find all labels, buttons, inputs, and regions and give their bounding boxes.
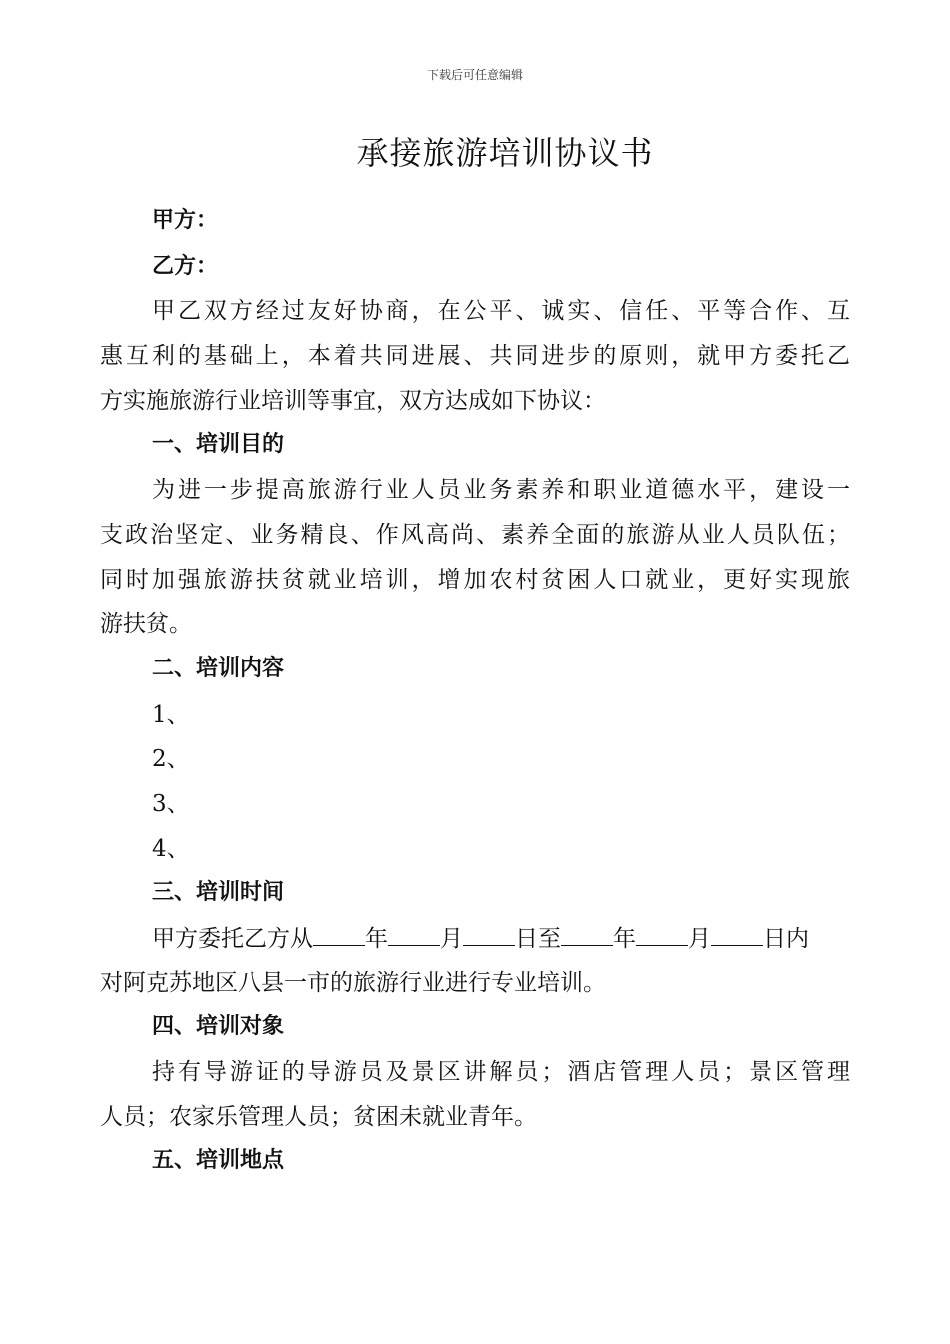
content-item: 1、 <box>152 702 190 728</box>
time-text: 月 <box>440 926 463 952</box>
audience-line: 人员；农家乐管理人员；贫困未就业青年。 <box>100 1104 537 1130</box>
party-b-label: 乙方： <box>152 254 219 279</box>
content-item: 3、 <box>152 791 190 817</box>
audience-line: 持有导游证的导游员及景区讲解员；酒店管理人员；景区管理 <box>152 1059 850 1085</box>
time-text: 甲方委托乙方从 <box>152 926 313 952</box>
time-text: 日内 <box>763 926 809 952</box>
blank-field <box>388 923 440 946</box>
time-line <box>152 923 809 954</box>
content-item: 4、 <box>152 836 190 862</box>
intro-line: 方实施旅游行业培训等事宜，双方达成如下协议： <box>100 388 606 414</box>
purpose-line: 支政治坚定、业务精良、作风高尚、素养全面的旅游从业人员队伍； <box>100 522 850 548</box>
intro-line: 甲乙双方经过友好协商，在公平、诚实、信任、平等合作、互 <box>152 298 850 324</box>
section-heading-time: 三、培训时间 <box>152 880 285 905</box>
time-text: 月 <box>688 926 711 952</box>
purpose-line: 游扶贫。 <box>100 611 192 637</box>
purpose-line: 同时加强旅游扶贫就业培训，增加农村贫困人口就业，更好实现旅 <box>100 567 850 593</box>
purpose-line: 为进一步提高旅游行业人员业务素养和职业道德水平，建设一 <box>152 477 850 503</box>
section-heading-content: 二、培训内容 <box>152 656 285 681</box>
content-item: 2、 <box>152 746 190 772</box>
blank-field <box>313 923 365 946</box>
section-heading-audience: 四、培训对象 <box>152 1014 285 1039</box>
blank-field <box>711 923 763 946</box>
header-note: 下载后可任意编辑 <box>426 68 523 82</box>
time-text: 年 <box>613 926 636 952</box>
blank-field <box>636 923 688 946</box>
party-a-label: 甲方： <box>152 208 219 233</box>
blank-field <box>463 923 515 946</box>
document-title: 承接旅游培训协议书 <box>356 134 654 172</box>
section-heading-location: 五、培训地点 <box>152 1148 285 1173</box>
time-line: 对阿克苏地区八县一市的旅游行业进行专业培训。 <box>100 970 606 996</box>
blank-field <box>561 923 613 946</box>
time-text: 日至 <box>515 926 561 952</box>
section-heading-purpose: 一、培训目的 <box>152 432 285 457</box>
intro-line: 惠互利的基础上，本着共同进展、共同进步的原则，就甲方委托乙 <box>100 343 850 369</box>
time-text: 年 <box>365 926 388 952</box>
